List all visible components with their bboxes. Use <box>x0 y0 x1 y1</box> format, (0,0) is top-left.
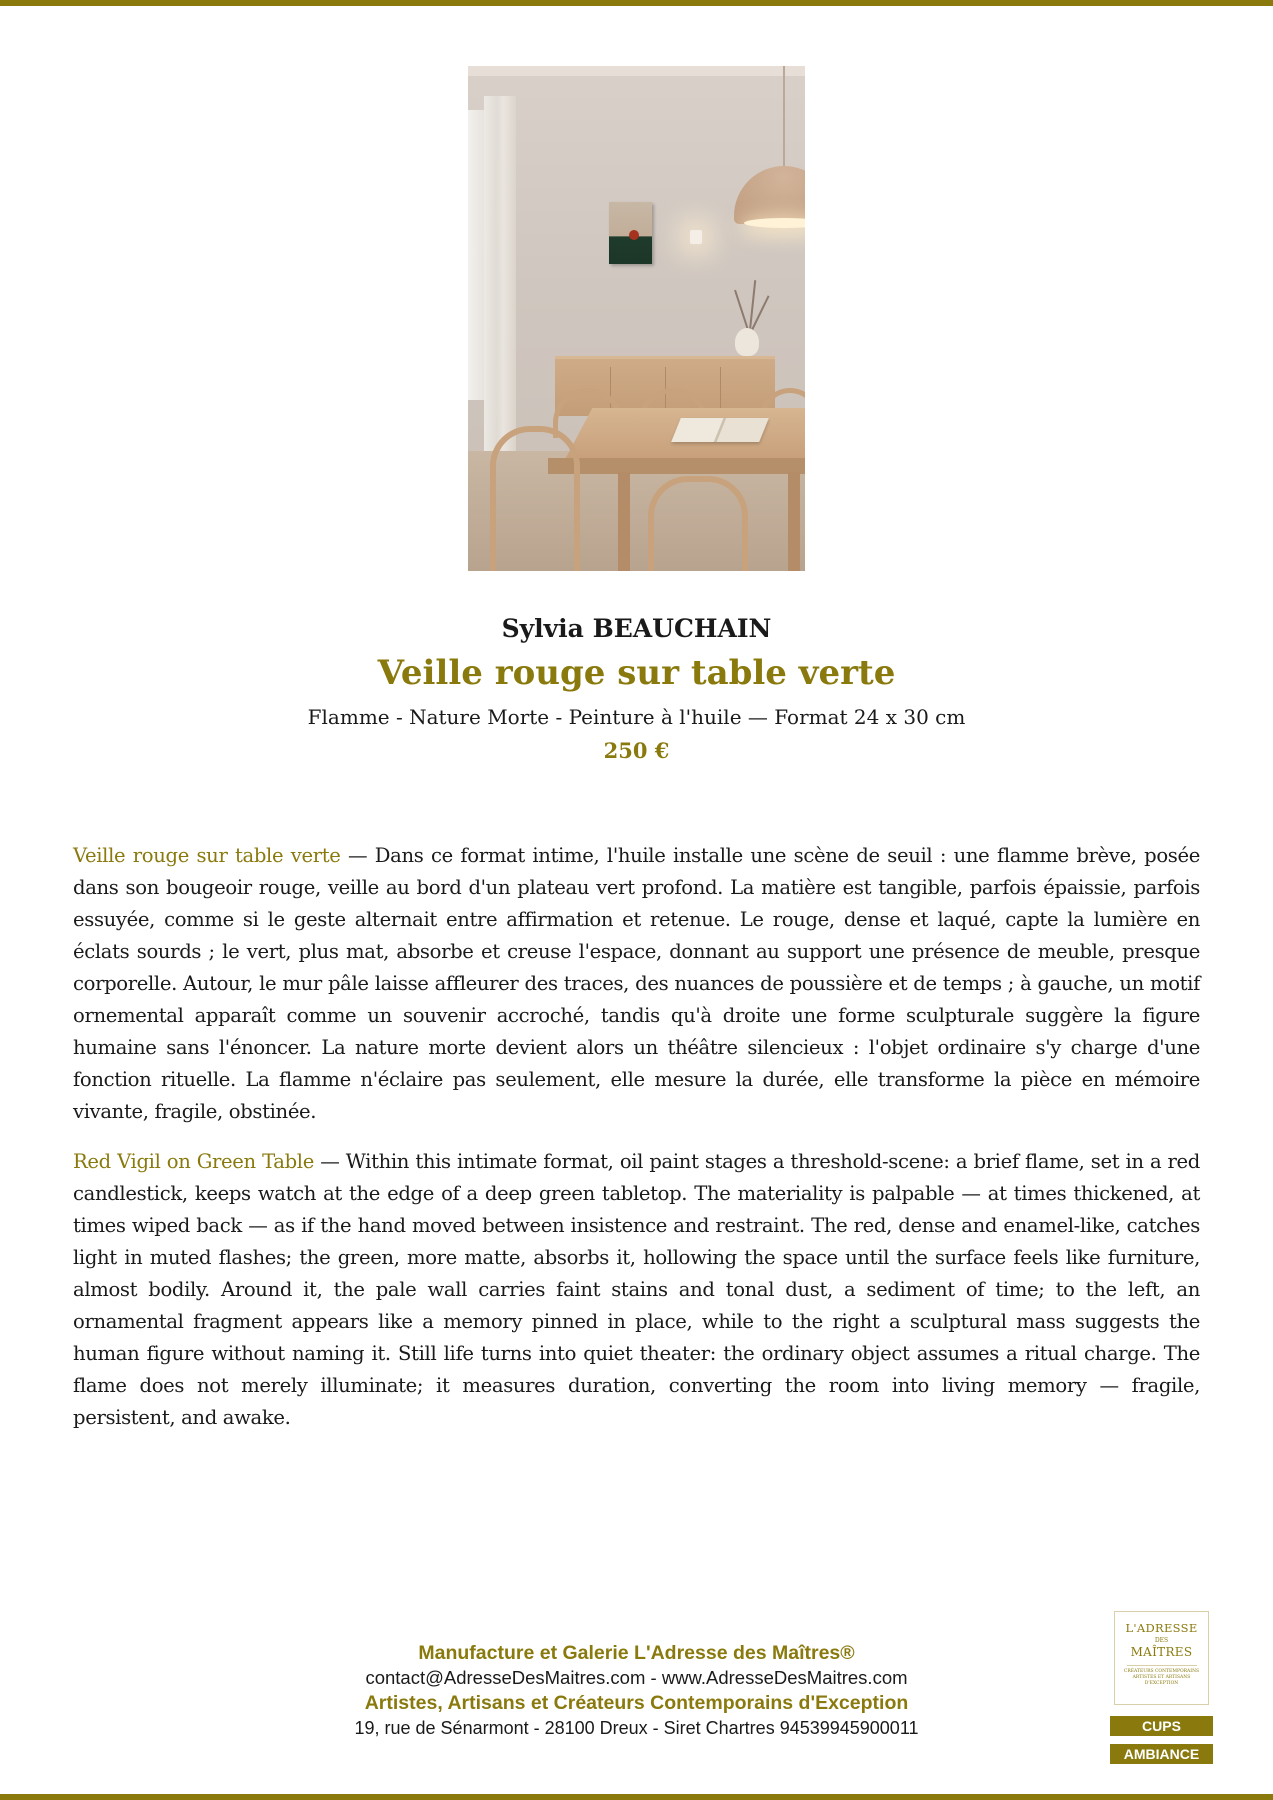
description-french-text: — Dans ce format intime, l'huile installe une scène de seuil : une flamme brève, posée dans son bougeoir rouge, veille au bord d'un plateau vert profond. La matière est tangible, parfois épaissie, parfois essuyée, comme si le geste alternait entre affirmation et retenue. Le rouge, dense et laqué, capte la lumière en éclats sourds ; le vert, plus mat, absorbe et creuse l'espace, donnant au support une présence de meuble, presque corporelle. Autour, le mur pâle laisse affleurer des traces, des nuances de poussière et de temps ; à gauche, un motif ornemental apparaît comme un souvenir accroché, tandis qu'à droite une forme sculpturale suggère la figure humaine sans l'énoncer. La nature morte devient alors un théâtre silencieux : l'objet ordinaire s'y charge d'une fonction rituelle. La flamme n'éclaire pas seulement, elle mesure la durée, elle transforme la pièce en mémoire vivante, fragile, obstinée. <box>73 844 1200 1123</box>
footer-gallery-name: Manufacture et Galerie L'Adresse des Maîtres® <box>418 1642 855 1664</box>
bottom-border-bar <box>0 1794 1273 1800</box>
description-french-lead: Veille rouge sur table verte <box>73 844 341 867</box>
footer-contact[interactable]: contact@AdresseDesMaitres.com - www.AdresseDesMaitres.com <box>365 1667 908 1688</box>
wall-sconce <box>690 230 702 244</box>
painting-on-wall <box>609 202 652 264</box>
open-book <box>671 418 769 442</box>
logo-line-3: MAÎTRES <box>1130 1645 1193 1659</box>
footer-address: 19, rue de Sénarmont - 28100 Dreux - Siret Chartres 94539945900011 <box>354 1718 919 1738</box>
artwork-photo <box>468 66 805 571</box>
description-english-text: — Within this intimate format, oil paint stages a threshold-scene: a brief flame, set in a red candlestick, keeps watch at the edge of a deep green tabletop. The materiality is palpable — at times thickened, at times wiped back — as if the hand moved between insistence and restraint. The red, dense and enamel-like, catches light in muted flashes; the green, more matte, absorbs it, hollowing the space until the surface feels like furniture, almost bodily. Around it, the pale wall carries faint stains and tonal dust, a sediment of time; to the left, an ornamental fragment appears like a memory pinned in place, while to the right a sculptural mass suggests the human figure without naming it. Still life turns into quiet theater: the ordinary object assumes a ritual charge. The flame does not merely illuminate; it measures duration, converting the room into living memory — fragile, persistent, and awake. <box>73 1150 1200 1429</box>
artist-name: Sylvia BEAUCHAIN <box>501 614 772 643</box>
description-english-lead: Red Vigil on Green Table <box>73 1150 314 1173</box>
tag-ambiance[interactable]: AMBIANCE <box>1110 1744 1213 1764</box>
logo-line-1: L'ADRESSE <box>1125 1621 1198 1635</box>
description-english <box>73 1146 1200 1434</box>
gallery-logo <box>1114 1611 1209 1705</box>
artwork-title: Veille rouge sur table verte <box>377 653 896 693</box>
pendant-lamp <box>734 166 805 224</box>
logo-line-2: DES <box>1154 1637 1169 1644</box>
vase <box>735 328 759 356</box>
tag-cups[interactable]: CUPS <box>1110 1716 1213 1736</box>
logo-subtitle: CRÉATEURS CONTEMPORAINS ARTISTES ET ARTISANS D'EXCEPTION <box>1123 1669 1200 1686</box>
description-french <box>73 840 1200 1128</box>
top-border-bar <box>0 0 1273 6</box>
footer <box>230 1640 1043 1740</box>
artwork-meta: Flamme - Nature Morte - Peinture à l'huile — Format 24 x 30 cm <box>307 705 966 729</box>
footer-tagline: Artistes, Artisans et Créateurs Contemporains d'Exception <box>364 1692 909 1714</box>
artwork-price: 250 € <box>603 738 670 763</box>
